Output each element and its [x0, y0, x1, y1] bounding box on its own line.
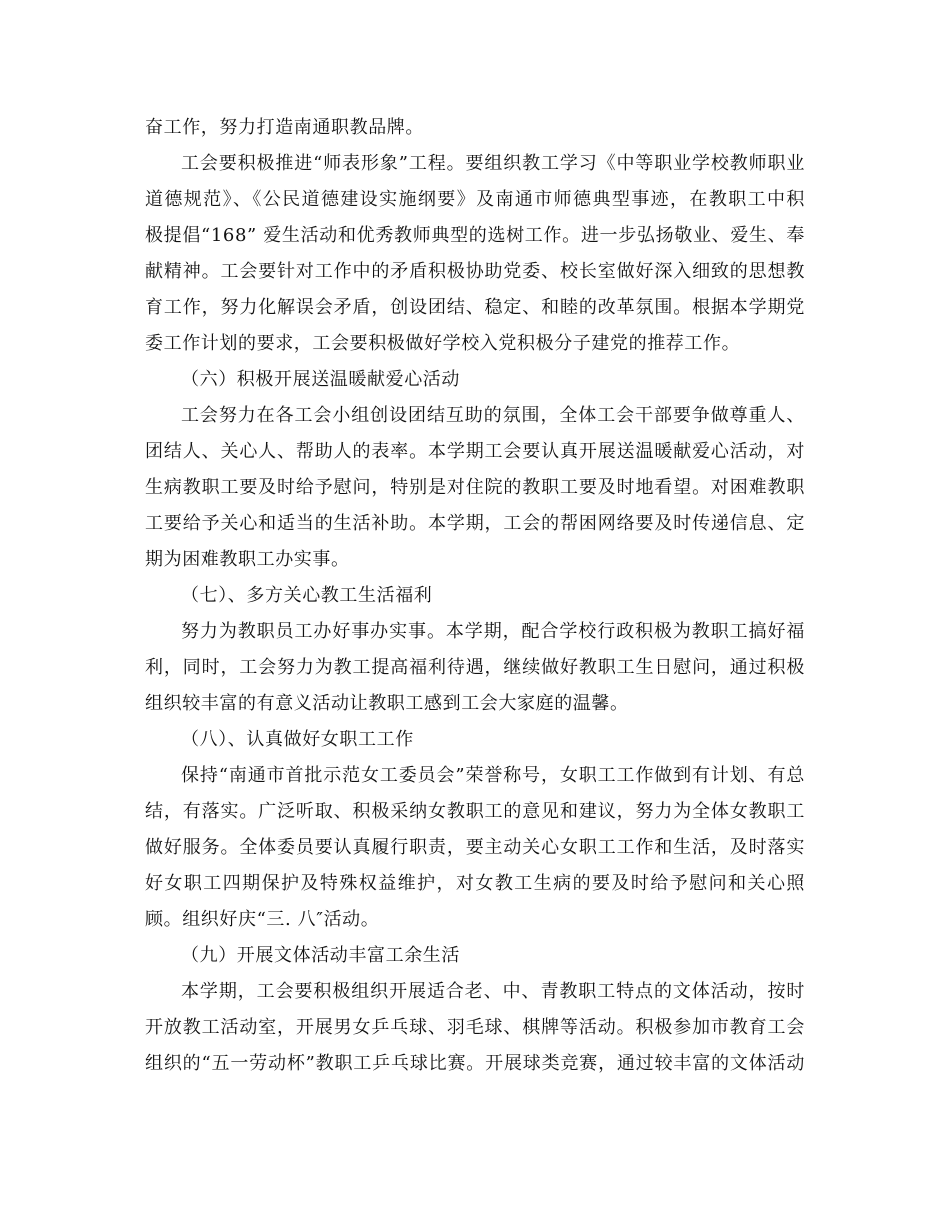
paragraph-line: 开放教工活动室，开展男女乒乓球、羽毛球、棋牌等活动。积极参加市教育工会	[145, 1017, 805, 1038]
paragraph-line: 团结人、关心人、帮助人的表率。本学期工会要认真开展送温暖献爱心活动，对	[145, 441, 805, 462]
paragraph-line: 保持“南通市首批示范女工委员会”荣誉称号，女职工工作做到有计划、有总	[181, 765, 805, 786]
paragraph-line: 本学期，工会要积极组织开展适合老、中、青教职工特点的文体活动，按时	[181, 981, 805, 1002]
paragraph-line: 委工作计划的要求，工会要积极做好学校入党积极分子建党的推荐工作。	[145, 333, 741, 354]
section-heading: （七）、多方关心教工生活福利	[181, 585, 433, 606]
section-heading: （八）、认真做好女职工工作	[181, 729, 414, 750]
paragraph-line: 道德规范》、《公民道德建设实施纲要》及南通市师德典型事迹，在教职工中积	[145, 189, 805, 210]
paragraph-line: 工要给予关心和适当的生活补助。本学期，工会的帮困网络要及时传递信息、定	[145, 513, 805, 534]
paragraph-line: 利，同时，工会努力为教工提高福利待遇，继续做好教职工生日慰问，通过积极	[145, 657, 805, 678]
paragraph-line: 努力为教职员工办好事办实事。本学期，配合学校行政积极为教职工搞好福	[181, 621, 805, 642]
paragraph-line: 极提倡“168” 爱生活动和优秀教师典型的选树工作。进一步弘扬敬业、爱生、奉	[145, 225, 805, 246]
paragraph-line: 育工作，努力化解误会矛盾，创设团结、稳定、和睦的改革氛围。根据本学期党	[145, 297, 805, 318]
section-heading: （九）开展文体活动丰富工余生活	[181, 945, 460, 966]
paragraph-line: 结，有落实。广泛听取、积极采纳女教职工的意见和建议，努力为全体女教职工	[145, 801, 805, 822]
paragraph-line: 生病教职工要及时给予慰问，特别是对住院的教职工要及时地看望。对困难教职	[145, 477, 805, 498]
paragraph-line: 期为困难教职工办实事。	[145, 549, 350, 570]
paragraph-line: 工会要积极推进“师表形象”工程。要组织教工学习《中等职业学校教师职业	[181, 153, 805, 174]
paragraph-line: 工会努力在各工会小组创设团结互助的氛围，全体工会干部要争做尊重人、	[181, 405, 805, 426]
paragraph-line: 献精神。工会要针对工作中的矛盾积极协助党委、校长室做好深入细致的思想教	[145, 261, 805, 282]
section-heading: （六）积极开展送温暖献爱心活动	[181, 369, 460, 390]
paragraph-line: 组织的“五一劳动杯”教职工乒乓球比赛。开展球类竞赛，通过较丰富的文体活动	[145, 1053, 805, 1074]
paragraph-line: 组织较丰富的有意义活动让教职工感到工会大家庭的温馨。	[145, 693, 629, 714]
paragraph-line: 顾。组织好庆“三. 八″活动。	[145, 909, 380, 930]
paragraph-line: 做好服务。全体委员要认真履行职责，要主动关心女职工工作和生活，及时落实	[145, 837, 805, 858]
paragraph-line: 奋工作，努力打造南通职教品牌。	[145, 117, 424, 138]
paragraph-line: 好女职工四期保护及特殊权益维护，对女教工生病的要及时给予慰问和关心照	[145, 873, 805, 894]
